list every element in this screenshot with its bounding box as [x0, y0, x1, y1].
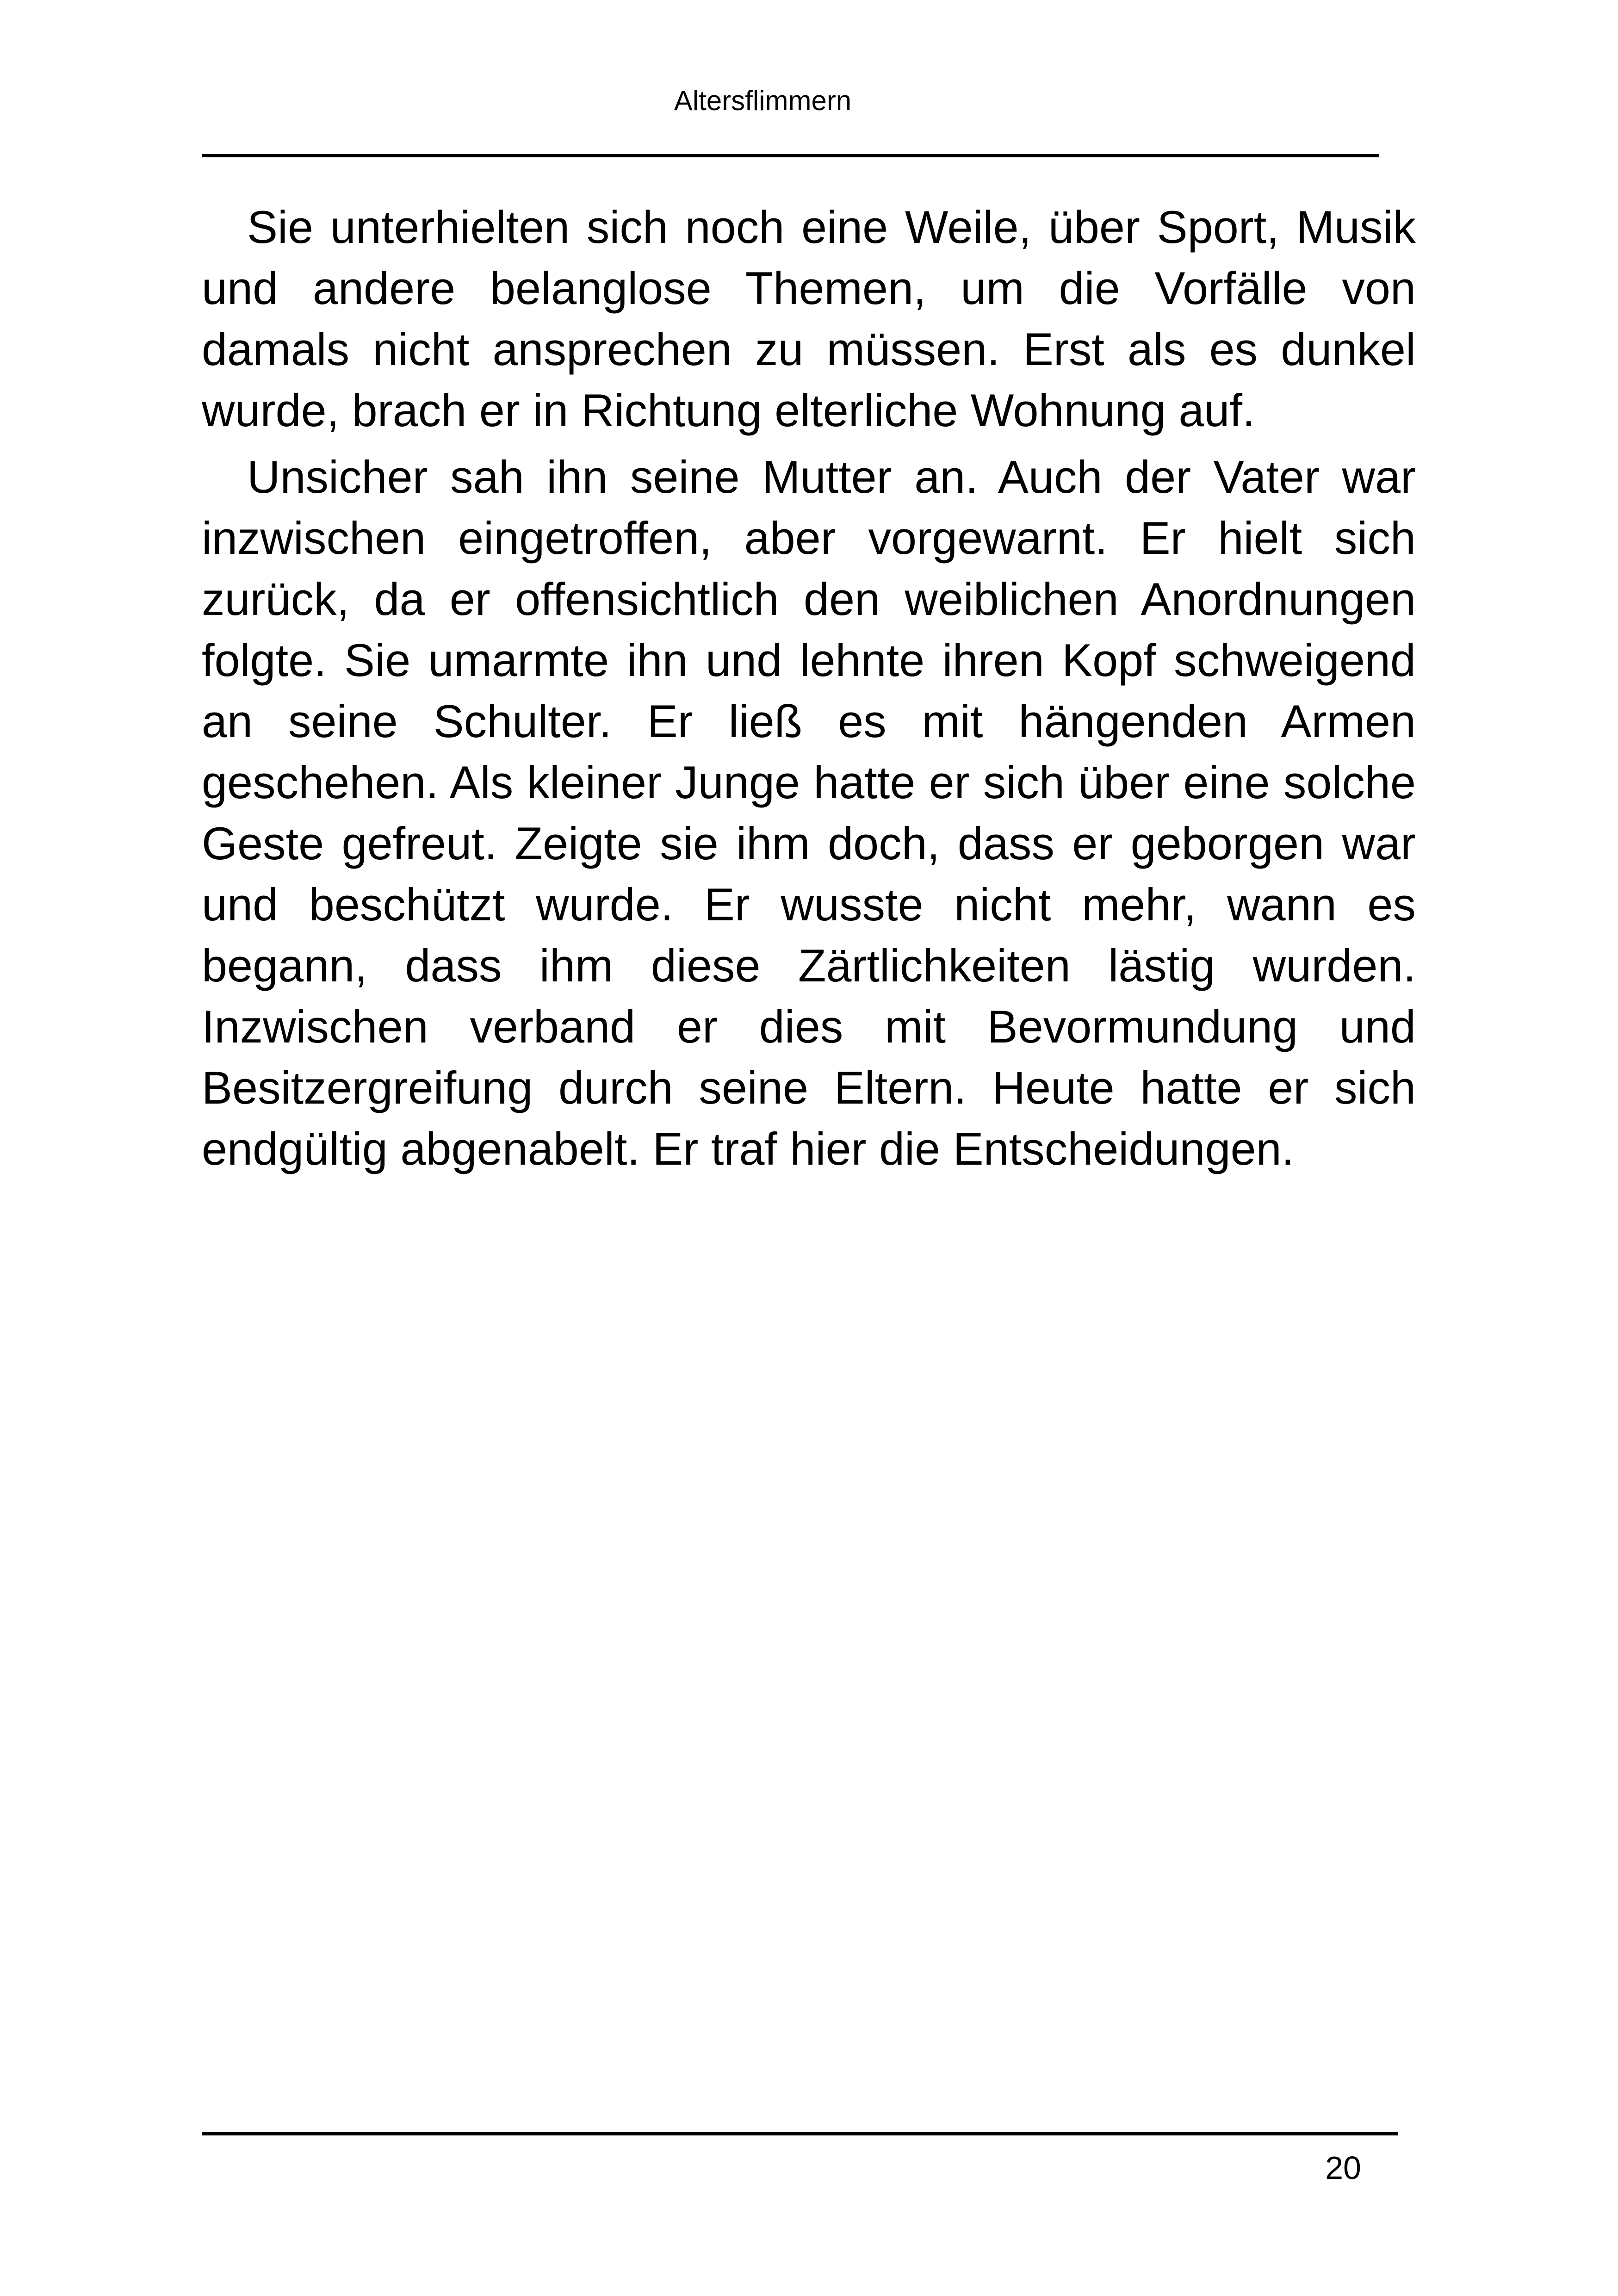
paragraph: Sie unterhielten sich noch eine Weile, über Sport, Musik und andere belanglose Themen, um die Vorfälle von damals nicht ansprechen zu müssen. Erst als es dunkel wurde, brach er in Richtung elterliche Wohnung auf. [202, 201, 1416, 436]
footer-rule [202, 2132, 1398, 2135]
paragraph: Unsicher sah ihn seine Mutter an. Auch der Vater war inzwischen eingetroffen, aber vorgewarnt. Er hielt sich zurück, da er offensichtlich den weiblichen Anordnungen folgte. Sie umarmte ihn und lehnte ihren Kopf schweigend an seine Schulter. Er ließ es mit hängenden Armen geschehen. Als kleiner Junge hatte er sich über eine solche Geste gefreut. Zeigte sie ihm doch, dass er geborgen war und beschützt wurde. Er wusste nicht mehr, wann es begann, dass ihm diese Zärtlichkeiten lästig wurden. Inzwischen verband er dies mit Bevormundung und Besitzergreifung durch seine Eltern. Heute hatte er sich endgültig abgenabelt. Er traf hier die Entscheidungen. [202, 451, 1416, 1174]
body-text [202, 197, 1416, 1185]
header-rule [202, 154, 1379, 157]
running-header-title: Altersflimmern [674, 85, 852, 116]
page-number: 20 [1325, 2150, 1361, 2186]
